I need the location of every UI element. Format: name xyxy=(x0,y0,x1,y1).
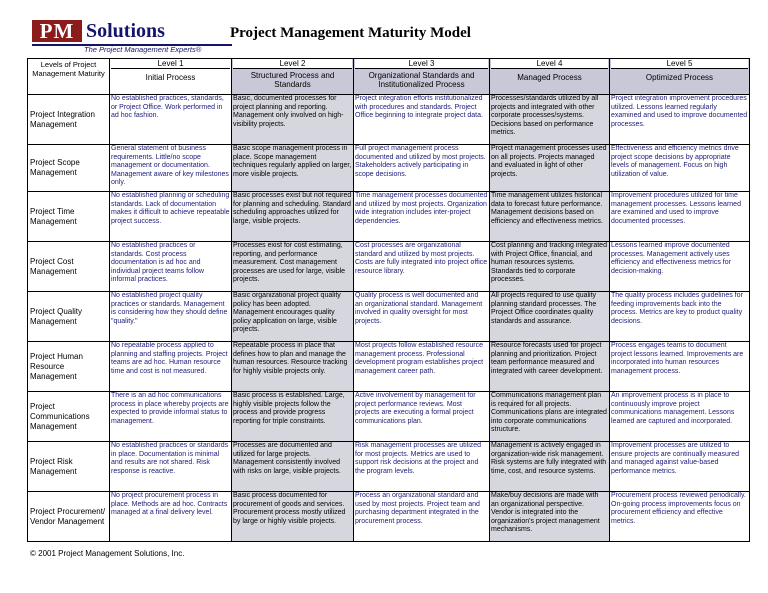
maturity-cell: There is an ad hoc communications process in place whereby projects are expected to provide informal status to management. xyxy=(110,392,232,442)
maturity-cell: Quality process is well documented and an organizational standard. Management involved in quality oversight for most projects. xyxy=(354,292,490,342)
table-row xyxy=(28,192,750,242)
maturity-cell: All projects required to use quality planning standard processes. The Project Office coordinates quality standards and assurance. xyxy=(490,292,610,342)
maturity-cell: Basic process documented for procurement of goods and services. Procurement process mostly utilized by large or highly visible projects. xyxy=(232,492,354,542)
table-row xyxy=(28,392,750,442)
maturity-cell: No established project quality practices or standards. Management is considering how they should define "quality." xyxy=(110,292,232,342)
level-name: Organizational Standards and Institutionalized Process xyxy=(368,71,475,89)
maturity-cell: Resource forecasts used for project planning and prioritization. Project team performance measured and integrated with career development. xyxy=(490,342,610,392)
table-row xyxy=(28,442,750,492)
row-label: Project Cost Management xyxy=(28,242,110,292)
level-header-3 xyxy=(354,59,490,95)
maturity-cell: Procurement process reviewed periodically. On-going process improvements focus on procurement efficiency and effective metrics. xyxy=(610,492,750,542)
maturity-cell: Basic, documented processes for project planning and reporting. Management only involved on high-visibility projects. xyxy=(232,95,354,145)
logo-mark: PM xyxy=(32,20,82,42)
level-number: Level 2 xyxy=(233,59,352,69)
maturity-cell: Repeatable process in place that defines how to plan and manage the human resources. Resource tracking for highly visible projects only. xyxy=(232,342,354,392)
maturity-cell: Basic processes exist but not required for planning and scheduling. Standard scheduling approaches utilized for large, visible projects. xyxy=(232,192,354,242)
maturity-cell: Most projects follow established resource management process. Professional development program establishes project management career path. xyxy=(354,342,490,392)
maturity-cell: Processes/standards utilized by all projects and integrated with other corporate processes/systems. Decisions based on performance metrics. xyxy=(490,95,610,145)
maturity-cell: Process engages teams to document project lessons learned. Improvements are incorporated into human resources management process. xyxy=(610,342,750,392)
row-label: Project Scope Management xyxy=(28,145,110,192)
maturity-cell: Cost processes are organizational standard and utilized by most projects. Costs are fully integrated into project office resource library. xyxy=(354,242,490,292)
maturity-cell: Improvement processes are utilized to ensure projects are continually measured and managed against value-based performance metrics. xyxy=(610,442,750,492)
row-label: Project Procurement/ Vendor Management xyxy=(28,492,110,542)
maturity-cell: The quality process includes guidelines for feeding improvements back into the process. Metrics are key to product quality decisions. xyxy=(610,292,750,342)
maturity-cell: Basic process is established. Large, highly visible projects follow the process and provide progress reporting for triple constraints. xyxy=(232,392,354,442)
header-row xyxy=(28,59,750,95)
row-label: Project Integration Management xyxy=(28,95,110,145)
maturity-cell: An improvement process is in place to continuously improve project communications management. Lessons learned are captured and incorporated. xyxy=(610,392,750,442)
maturity-cell: Basic scope management process in place. Scope management techniques regularly applied on larger, more visible projects. xyxy=(232,145,354,192)
maturity-cell: No project procurement process in place. Methods are ad hoc. Contracts managed at a final delivery level. xyxy=(110,492,232,542)
maturity-cell: Project management processes used on all projects. Projects managed and evaluated in light of other projects. xyxy=(490,145,610,192)
level-header-2 xyxy=(232,59,354,95)
row-label: Project Communications Management xyxy=(28,392,110,442)
maturity-cell: Time management processes documented and utilized by most projects. Organization wide integration includes inter-project dependencies. xyxy=(354,192,490,242)
level-number: Level 3 xyxy=(355,59,488,69)
company-logo xyxy=(32,20,212,54)
maturity-cell: Process an organizational standard and used by most projects. Project team and purchasing department integrated in the procurement process. xyxy=(354,492,490,542)
row-label: Project Quality Management xyxy=(28,292,110,342)
copyright-footer: © 2001 Project Management Solutions, Inc. xyxy=(30,549,185,558)
maturity-cell: Improvement procedures utilized for time management processes. Lessons learned are examined and used to improve documented processes. xyxy=(610,192,750,242)
maturity-cell: Processes exist for cost estimating, reporting, and performance measurement. Cost management processes are used for large, visible projects. xyxy=(232,242,354,292)
maturity-cell: Project integration improvement procedures utilized. Lessons learned regularly examined and used to improve documented processes. xyxy=(610,95,750,145)
page-title: Project Management Maturity Model xyxy=(230,25,471,41)
corner-label: Levels of Project Management Maturity xyxy=(28,59,110,95)
maturity-cell: Risk management processes are utilized for most projects. Metrics are used to support risk decisions at the project and the program levels. xyxy=(354,442,490,492)
level-name: Structured Process and Standards xyxy=(250,71,335,89)
table-row xyxy=(28,145,750,192)
table-row xyxy=(28,95,750,145)
level-number: Level 5 xyxy=(611,59,748,69)
level-number: Level 4 xyxy=(491,59,608,69)
table-row xyxy=(28,492,750,542)
row-label: Project Risk Management xyxy=(28,442,110,492)
level-header-1 xyxy=(110,59,232,95)
maturity-cell: No repeatable process applied to planning and staffing projects. Project teams are ad hoc. Human resource time and cost is not measured. xyxy=(110,342,232,392)
level-name: Managed Process xyxy=(517,73,582,82)
maturity-cell: Management is actively engaged in organization-wide risk management. Risk systems are fully integrated with time, cost, and resource systems. xyxy=(490,442,610,492)
maturity-cell: Time management utilizes historical data to forecast future performance. Management decisions based on efficiency and effectiveness metrics. xyxy=(490,192,610,242)
maturity-cell: No established practices or standards in place. Documentation is minimal and results are not shared. Risk response is reactive. xyxy=(110,442,232,492)
maturity-cell: Cost planning and tracking integrated with Project Office, financial, and human resources systems. Standards tied to corporate processes. xyxy=(490,242,610,292)
level-name: Initial Process xyxy=(145,73,196,82)
table-row xyxy=(28,242,750,292)
maturity-cell: Effectiveness and efficiency metrics drive project scope decisions by appropriate levels of management. Focus on high utilization of value. xyxy=(610,145,750,192)
maturity-cell: Project integration efforts institutionalized with procedures and standards. Project Office beginning to integrate project data. xyxy=(354,95,490,145)
level-name: Optimized Process xyxy=(645,73,714,82)
maturity-cell: General statement of business requirements. Little/no scope management or documentation. Management aware of key milestones only. xyxy=(110,145,232,192)
level-number: Level 1 xyxy=(111,59,230,69)
maturity-cell: Basic organizational project quality policy has been adopted. Management encourages quality policy application on large, visible projects. xyxy=(232,292,354,342)
maturity-cell: No established practices, standards, or Project Office. Work performed in ad hoc fashion. xyxy=(110,95,232,145)
maturity-cell: Lessons learned improve documented processes. Management actively uses efficiency and effectiveness metrics for decision-making. xyxy=(610,242,750,292)
logo-name: Solutions xyxy=(86,20,165,42)
maturity-cell: Full project management process documented and utilized by most projects. Stakeholders actively participating in scope decisions. xyxy=(354,145,490,192)
maturity-cell: Processes are documented and utilized for large projects. Management consistently involved with risks on large, visible projects. xyxy=(232,442,354,492)
row-label: Project Time Management xyxy=(28,192,110,242)
maturity-cell: No established planning or scheduling standards. Lack of documentation makes it difficult to achieve repeatable project success. xyxy=(110,192,232,242)
level-header-5 xyxy=(610,59,750,95)
level-header-4 xyxy=(490,59,610,95)
maturity-cell: Make/buy decisions are made with an organizational perspective. Vendor is integrated into the organization's project management mechanisms. xyxy=(490,492,610,542)
row-label: Project Human Resource Management xyxy=(28,342,110,392)
maturity-cell: Active involvement by management for project performance reviews. Most projects are executing a formal project communications plan. xyxy=(354,392,490,442)
maturity-cell: No established practices or standards. Cost process documentation is ad hoc and individual project teams follow informal practices. xyxy=(110,242,232,292)
table-row xyxy=(28,292,750,342)
table-row xyxy=(28,342,750,392)
maturity-cell: Communications management plan is required for all projects. Communications plans are integrated into corporate communications structure. xyxy=(490,392,610,442)
maturity-table xyxy=(27,58,750,542)
logo-tagline: The Project Management Experts® xyxy=(84,45,202,54)
